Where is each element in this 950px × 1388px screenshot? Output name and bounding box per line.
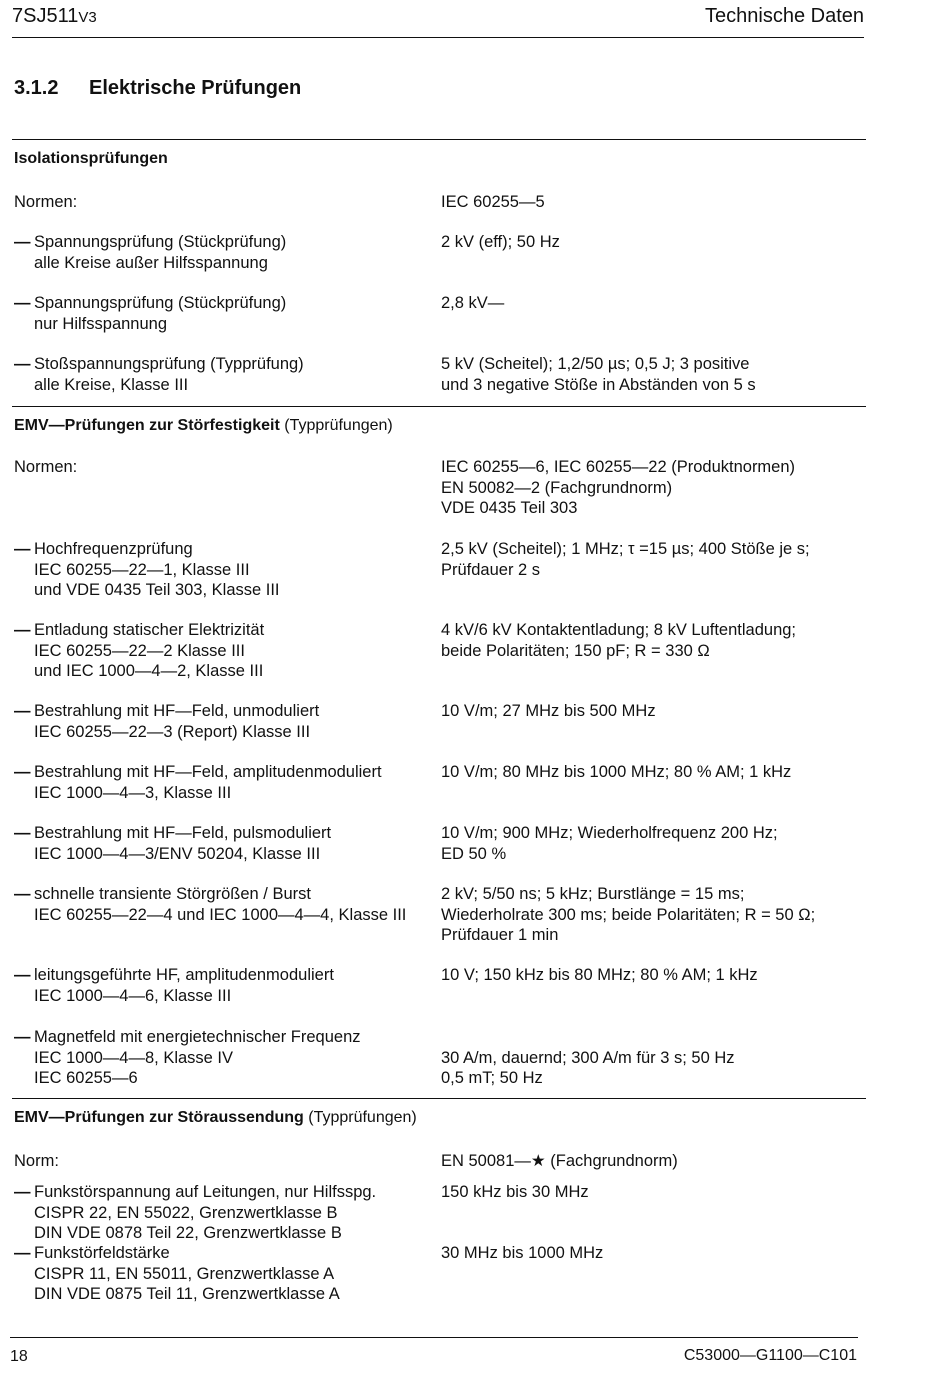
- document-number: C53000—G1100—C101: [683, 1347, 857, 1364]
- emv-emission-heading: EMV—Prüfungen zur Störaussendung (Typprüfungen): [14, 1109, 417, 1126]
- document-product-code: [12, 5, 97, 28]
- header-rule: [12, 37, 864, 38]
- row-value: 30 MHz bis 1000 MHz: [441, 1244, 604, 1262]
- row-value: EN 50081—★ (Fachgrundnorm): [441, 1152, 678, 1170]
- isolation-heading: Isolationsprüfungen: [14, 150, 168, 167]
- footer-rule: [10, 1337, 858, 1338]
- row-value: 10 V/m; 80 MHz bis 1000 MHz; 80 % AM; 1 kHz: [441, 763, 792, 781]
- row-label: — Spannungsprüfung (Stückprüfung) alle Kreise außer Hilfsspannung: [14, 232, 434, 273]
- section-name: Elektrische Prüfungen: [89, 77, 302, 99]
- row-value: 2 kV; 5/50 ns; 5 kHz; Burstlänge = 15 ms; Wiederholrate 300 ms; beide Polaritäten; R = 50 Ω; Prüfdauer 1 min: [441, 885, 816, 944]
- row-label: — Bestrahlung mit HF—Feld, unmoduliert IEC 60255—22—3 (Report) Klasse III: [14, 701, 434, 742]
- product-version: V3: [78, 9, 97, 26]
- row-value: 10 V/m; 900 MHz; Wiederholfrequenz 200 Hz; ED 50 %: [441, 824, 778, 863]
- row-value: 150 kHz bis 30 MHz: [441, 1183, 589, 1201]
- row-label: — Spannungsprüfung (Stückprüfung) nur Hilfsspannung: [14, 293, 434, 334]
- row-label: — Stoßspannungsprüfung (Typprüfung) alle Kreise, Klasse III: [14, 354, 434, 395]
- row-value: 2,8 kV—: [441, 294, 505, 312]
- page-number: 18: [10, 1348, 28, 1365]
- row-label: — Hochfrequenzprüfung IEC 60255—22—1, Klasse III und VDE 0435 Teil 303, Klasse III: [14, 539, 434, 601]
- row-label: — Entladung statischer Elektrizität IEC 60255—22—2 Klasse III und IEC 1000—4—2, Klasse III: [14, 620, 434, 682]
- row-label: — Funkstörfeldstärke CISPR 11, EN 55011, Grenzwertklasse A DIN VDE 0875 Teil 11, Grenzwertklasse A: [14, 1243, 434, 1305]
- section-rule-emv-immunity: [12, 406, 866, 407]
- row-label: — leitungsgeführte HF, amplitudenmoduliert IEC 1000—4—6, Klasse III: [14, 965, 434, 1006]
- row-value: IEC 60255—6, IEC 60255—22 (Produktnormen) EN 50082—2 (Fachgrundnorm) VDE 0435 Teil 303: [441, 458, 796, 517]
- row-label: — Bestrahlung mit HF—Feld, amplitudenmoduliert IEC 1000—4—3, Klasse III: [14, 762, 434, 803]
- row-label: Norm:: [14, 1152, 59, 1170]
- row-value: 2 kV (eff); 50 Hz: [441, 233, 560, 251]
- section-number: 3.1.2: [14, 77, 59, 99]
- row-label: — schnelle transiente Störgrößen / Burst IEC 60255—22—4 und IEC 1000—4—4, Klasse III: [14, 884, 434, 925]
- row-label: — Funkstörspannung auf Leitungen, nur Hilfsspg. CISPR 22, EN 55022, Grenzwertklasse B DIN VDE 0878 Teil 22, Grenzwertklasse B: [14, 1182, 434, 1244]
- section-rule-isolation: [12, 139, 866, 140]
- row-value: 10 V/m; 27 MHz bis 500 MHz: [441, 702, 656, 720]
- row-value: 2,5 kV (Scheitel); 1 MHz; τ =15 µs; 400 Stöße je s; Prüfdauer 2 s: [441, 540, 810, 579]
- row-value: 30 A/m, dauernd; 300 A/m für 3 s; 50 Hz 0,5 mT; 50 Hz: [441, 1048, 735, 1087]
- row-value: IEC 60255—5: [441, 193, 545, 211]
- chapter-title: Technische Daten: [705, 5, 864, 27]
- row-label: — Magnetfeld mit energietechnischer Frequenz IEC 1000—4—8, Klasse IV IEC 60255—6: [14, 1027, 434, 1089]
- row-label: Normen:: [14, 193, 78, 211]
- row-value: 4 kV/6 kV Kontaktentladung; 8 kV Luftentladung; beide Polaritäten; 150 pF; R = 330 Ω: [441, 621, 796, 660]
- emv-immunity-heading: EMV—Prüfungen zur Störfestigkeit (Typprüfungen): [14, 417, 393, 434]
- section-rule-emv-emission: [12, 1098, 866, 1099]
- row-value: 5 kV (Scheitel); 1,2/50 µs; 0,5 J; 3 positive und 3 negative Stöße in Abständen von 5 s: [441, 355, 756, 394]
- section-title: [14, 77, 301, 100]
- row-label: Normen:: [14, 458, 78, 476]
- row-label: — Bestrahlung mit HF—Feld, pulsmoduliert IEC 1000—4—3/ENV 50204, Klasse III: [14, 823, 434, 864]
- row-value: 10 V; 150 kHz bis 80 MHz; 80 % AM; 1 kHz: [441, 966, 758, 984]
- product-name: 7SJ511: [12, 5, 79, 27]
